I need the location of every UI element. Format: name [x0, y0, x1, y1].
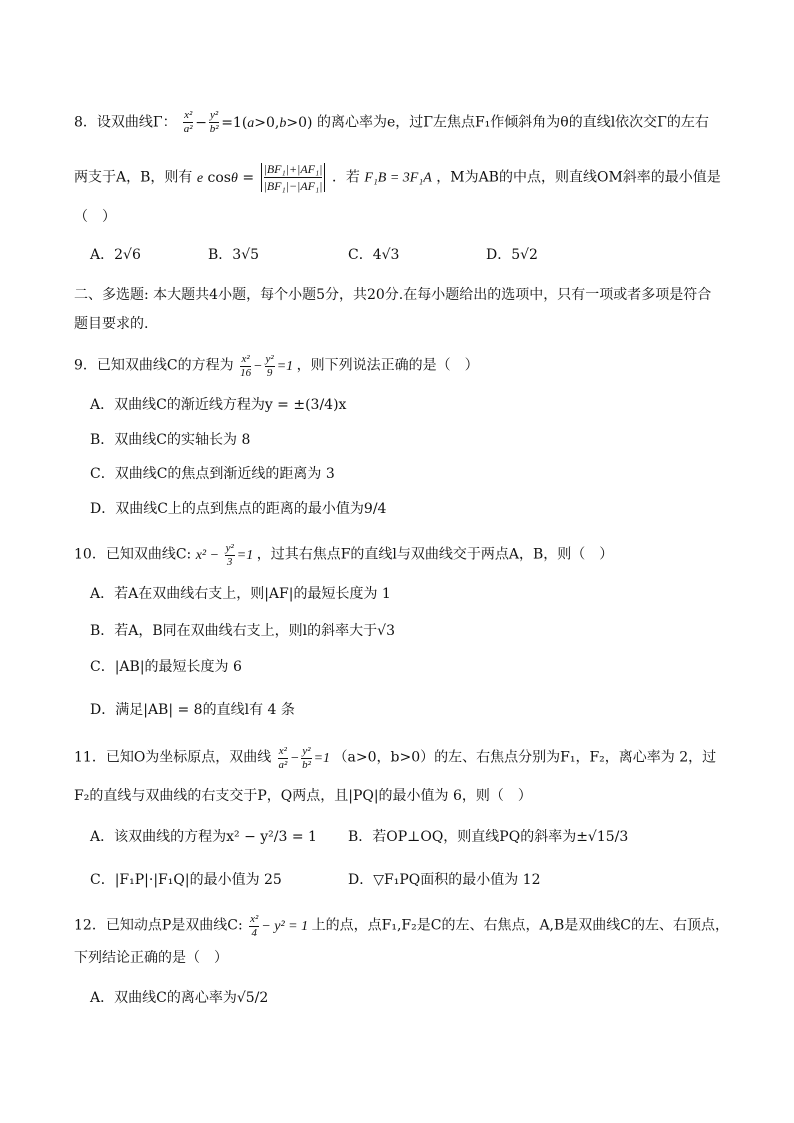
q9-option-d[interactable]: D．双曲线C上的点到焦点的距离的最小值为9/4: [90, 501, 387, 517]
q10-stem-end: ，过其右焦点F的直线l与双曲线交于两点A，B，则（ ）: [256, 546, 614, 563]
q12-hyperbola-formula: $\frac{\text{x²}}{4}$ − y² = 1: [250, 913, 312, 939]
q10-option-c[interactable]: C．|AB|的最短长度为 6: [90, 659, 242, 675]
q12-option-a[interactable]: A．双曲线C的离心率为√5/2: [90, 990, 269, 1006]
q9-stem-end: ，则下列说法正确的是（ ）: [296, 357, 479, 374]
q8-stem-start: 8．设双曲线Γ：: [74, 114, 177, 131]
q12-line-2: 下列结论正确的是（ ）: [74, 950, 228, 966]
section-2-heading-line-2: 题目要求的.: [74, 316, 149, 332]
q9-option-c[interactable]: C．双曲线C的焦点到渐近线的距离为 3: [90, 466, 335, 482]
q10-option-b[interactable]: B．若A，B同在双曲线右支上，则l的斜率大于√3: [90, 623, 395, 639]
q8-line-1: [74, 110, 709, 135]
q11-hyperbola-formula: $\frac{\text{x²}}{\text{a²}}$ − $\frac{\text{y²}}{\text{b²}}$ =1: [278, 745, 334, 771]
q11-option-d[interactable]: D．▽F₁PQ面积的最小值为 12: [348, 872, 541, 888]
q8-vector-equation: F₁B = 3F₁A: [364, 170, 432, 186]
q8-option-b[interactable]: B．3√5: [208, 247, 260, 263]
q11-option-b[interactable]: B．若OP⊥OQ，则直线PQ的斜率为±√15/3: [348, 829, 629, 845]
q9-option-b[interactable]: B．双曲线C的实轴长为 8: [90, 432, 251, 448]
q9-stem-start: 9．已知双曲线C的方程为: [74, 357, 234, 374]
q8-condition-formula: e cosθ = $\frac{\text{|BF₁|+|AF₁|}}{\text{|BF₁|−|AF₁|}}$: [197, 170, 332, 186]
q9-option-a[interactable]: A．双曲线C的渐近线方程为y = ±(3/4)x: [90, 397, 347, 413]
q12-stem-start: 12．已知动点P是双曲线C:: [74, 917, 243, 934]
q9-stem: [74, 354, 479, 379]
q8-answer-bracket: （ ）: [74, 209, 116, 225]
q10-stem-start: 10．已知双曲线C:: [74, 546, 192, 563]
q11-stem-mid: （a>0，b>0）的左、右焦点分别为F₁，F₂，离心率为 2，过: [333, 749, 717, 766]
q10-option-d[interactable]: D．满足|AB| = 8的直线l有 4 条: [90, 702, 295, 718]
q12-stem-mid: 上的点，点F₁,F₂是C的左、右焦点，A,B是双曲线C的左、右顶点，: [311, 917, 729, 934]
q12-line-1: [74, 914, 729, 939]
q8-option-c[interactable]: C．4√3: [348, 247, 400, 263]
q8-option-a[interactable]: A．2√6: [90, 247, 141, 263]
q10-option-a[interactable]: A．若A在双曲线右支上，则|AF|的最短长度为 1: [90, 586, 391, 602]
q11-option-a[interactable]: A．该双曲线的方程为x² − y²/3 = 1: [90, 829, 317, 845]
q8-option-d[interactable]: D．5√2: [486, 247, 538, 263]
q10-hyperbola-formula: x² − $\frac{\text{y²}}{3}$ =1: [195, 542, 257, 568]
q8-stem-text-c: 两支于A，B，则有: [74, 169, 193, 186]
q8-stem-text-d: ．若: [331, 169, 360, 186]
q8-stem-text-e: ，M为AB的中点，则直线OM斜率的最小值是: [436, 169, 721, 186]
q10-stem: [74, 543, 613, 568]
q11-option-c[interactable]: C．|F₁P|·|F₁Q|的最小值为 25: [90, 872, 282, 888]
q8-hyperbola-formula: $\frac{\text{x²}}{\text{a²}}$ − $\frac{\text{y²}}{\text{b²}}$ =1(a>0,b>0): [183, 109, 317, 135]
q11-line-1: [74, 746, 716, 771]
q11-line-2: F₂的直线与双曲线的右支交于P，Q两点，且|PQ|的最小值为 6，则（ ）: [74, 788, 532, 804]
q8-stem-mid: 的离心率为e，过Γ左焦点F₁作倾斜角为θ的直线l依次交Γ的左右: [316, 114, 709, 131]
q11-stem-start: 11．已知O为坐标原点，双曲线: [74, 749, 272, 766]
q9-hyperbola-formula: $\frac{\text{x²}}{16}$ − $\frac{\text{y²}}{9}$ =1: [240, 353, 297, 379]
section-2-heading-line-1: 二、多选题: 本大题共4小题，每个小题5分，共20分.在每小题给出的选项中，只有一项或者多项是符合: [74, 287, 712, 303]
q8-line-2: [74, 163, 721, 192]
